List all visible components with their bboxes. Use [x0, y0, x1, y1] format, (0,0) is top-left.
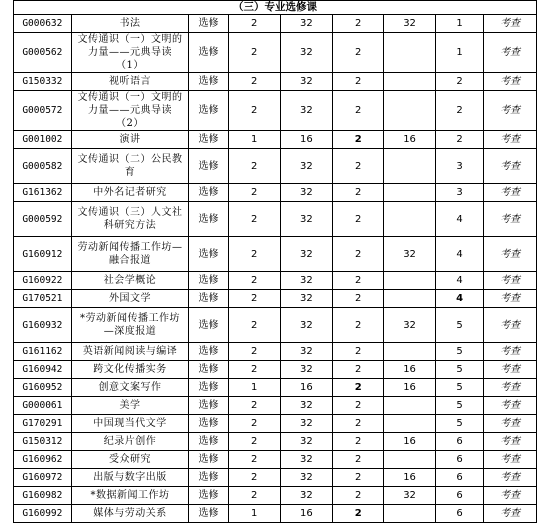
semester: 4 — [435, 272, 483, 290]
course-code: G000592 — [14, 202, 72, 237]
course-code: G160932 — [14, 308, 72, 343]
course-name: 文传通识（二）公民教育 — [71, 149, 189, 184]
semester: 6 — [435, 469, 483, 487]
assessment-method: 考查 — [484, 415, 537, 433]
assessment-method: 考查 — [484, 15, 537, 33]
course-type: 选修 — [189, 202, 228, 237]
course-code: G160962 — [14, 451, 72, 469]
table-row — [14, 487, 537, 505]
course-name: 受众研究 — [71, 451, 189, 469]
table-row — [14, 505, 537, 523]
course-code: G000061 — [14, 397, 72, 415]
practice-hours: 32 — [384, 487, 436, 505]
course-type: 选修 — [189, 487, 228, 505]
semester: 2 — [435, 131, 483, 149]
course-type: 选修 — [189, 73, 228, 91]
weekly-hours: 2 — [333, 91, 384, 131]
total-hours: 32 — [280, 237, 333, 272]
weekly-hours: 2 — [333, 272, 384, 290]
total-hours: 32 — [280, 415, 333, 433]
table-row — [14, 91, 537, 131]
semester: 5 — [435, 361, 483, 379]
course-name: 中国现当代文学 — [71, 415, 189, 433]
total-hours: 32 — [280, 433, 333, 451]
course-name: 书法 — [71, 15, 189, 33]
assessment-method: 考查 — [484, 361, 537, 379]
weekly-hours: 2 — [333, 343, 384, 361]
total-hours: 32 — [280, 91, 333, 131]
table-row — [14, 237, 537, 272]
assessment-method: 考查 — [484, 505, 537, 523]
credit: 1 — [228, 505, 280, 523]
weekly-hours: 2 — [333, 237, 384, 272]
total-hours: 32 — [280, 33, 333, 73]
credit: 2 — [228, 202, 280, 237]
table-row — [14, 184, 537, 202]
practice-hours: 32 — [384, 308, 436, 343]
practice-hours: 16 — [384, 361, 436, 379]
credit: 2 — [228, 343, 280, 361]
course-type: 选修 — [189, 433, 228, 451]
table-row — [14, 415, 537, 433]
weekly-hours: 2 — [333, 415, 384, 433]
credit: 2 — [228, 397, 280, 415]
semester: 5 — [435, 379, 483, 397]
assessment-method: 考查 — [484, 290, 537, 308]
course-code: G161362 — [14, 184, 72, 202]
practice-hours — [384, 91, 436, 131]
course-name: 跨文化传播实务 — [71, 361, 189, 379]
course-name: 创意文案写作 — [71, 379, 189, 397]
total-hours: 32 — [280, 469, 333, 487]
credit: 2 — [228, 361, 280, 379]
assessment-method: 考查 — [484, 308, 537, 343]
course-type: 选修 — [189, 15, 228, 33]
course-code: G170291 — [14, 415, 72, 433]
course-code: G000562 — [14, 33, 72, 73]
total-hours: 16 — [280, 505, 333, 523]
course-code: G160982 — [14, 487, 72, 505]
total-hours: 16 — [280, 131, 333, 149]
total-hours: 32 — [280, 73, 333, 91]
course-name: 出版与数字出版 — [71, 469, 189, 487]
section-title: （三）专业选修课 — [14, 1, 537, 15]
credit: 2 — [228, 290, 280, 308]
course-code: G160912 — [14, 237, 72, 272]
weekly-hours: 2 — [333, 379, 384, 397]
course-type: 选修 — [189, 397, 228, 415]
course-name: 媒体与劳动关系 — [71, 505, 189, 523]
practice-hours: 16 — [384, 433, 436, 451]
course-code: G150332 — [14, 73, 72, 91]
course-name: 视听语言 — [71, 73, 189, 91]
assessment-method: 考查 — [484, 33, 537, 73]
semester: 5 — [435, 343, 483, 361]
assessment-method: 考查 — [484, 272, 537, 290]
semester: 3 — [435, 184, 483, 202]
course-type: 选修 — [189, 149, 228, 184]
weekly-hours: 2 — [333, 15, 384, 33]
table-row — [14, 33, 537, 73]
weekly-hours: 2 — [333, 361, 384, 379]
course-code: G160992 — [14, 505, 72, 523]
practice-hours — [384, 290, 436, 308]
weekly-hours: 2 — [333, 202, 384, 237]
course-name: 中外名记者研究 — [71, 184, 189, 202]
practice-hours: 32 — [384, 237, 436, 272]
practice-hours — [384, 202, 436, 237]
course-type: 选修 — [189, 379, 228, 397]
course-code: G161162 — [14, 343, 72, 361]
assessment-method: 考查 — [484, 379, 537, 397]
course-name: 美学 — [71, 397, 189, 415]
section-title-row — [14, 1, 537, 15]
total-hours: 32 — [280, 15, 333, 33]
credit: 2 — [228, 272, 280, 290]
elective-course-table — [13, 0, 537, 523]
practice-hours — [384, 184, 436, 202]
practice-hours — [384, 149, 436, 184]
semester: 5 — [435, 397, 483, 415]
course-name: *数据新闻工作坊 — [71, 487, 189, 505]
course-type: 选修 — [189, 415, 228, 433]
table-row — [14, 433, 537, 451]
credit: 1 — [228, 131, 280, 149]
table-row — [14, 397, 537, 415]
course-name: *劳动新闻传播工作坊—深度报道 — [71, 308, 189, 343]
course-name: 英语新闻阅读与编译 — [71, 343, 189, 361]
semester: 2 — [435, 73, 483, 91]
practice-hours: 16 — [384, 131, 436, 149]
weekly-hours: 2 — [333, 308, 384, 343]
practice-hours — [384, 415, 436, 433]
weekly-hours: 2 — [333, 33, 384, 73]
credit: 2 — [228, 469, 280, 487]
weekly-hours: 2 — [333, 433, 384, 451]
course-name: 演讲 — [71, 131, 189, 149]
semester: 5 — [435, 308, 483, 343]
total-hours: 32 — [280, 184, 333, 202]
total-hours: 32 — [280, 397, 333, 415]
course-type: 选修 — [189, 308, 228, 343]
table-row — [14, 73, 537, 91]
course-type: 选修 — [189, 33, 228, 73]
total-hours: 32 — [280, 487, 333, 505]
semester: 6 — [435, 505, 483, 523]
course-name: 外国文学 — [71, 290, 189, 308]
course-code: G160952 — [14, 379, 72, 397]
weekly-hours: 2 — [333, 505, 384, 523]
course-code: G150312 — [14, 433, 72, 451]
assessment-method: 考查 — [484, 149, 537, 184]
credit: 2 — [228, 15, 280, 33]
total-hours: 32 — [280, 361, 333, 379]
semester: 1 — [435, 15, 483, 33]
course-code: G160922 — [14, 272, 72, 290]
assessment-method: 考查 — [484, 343, 537, 361]
course-type: 选修 — [189, 361, 228, 379]
course-type: 选修 — [189, 290, 228, 308]
table-row — [14, 343, 537, 361]
total-hours: 32 — [280, 343, 333, 361]
practice-hours: 16 — [384, 379, 436, 397]
semester: 1 — [435, 33, 483, 73]
semester: 6 — [435, 433, 483, 451]
weekly-hours: 2 — [333, 487, 384, 505]
credit: 2 — [228, 149, 280, 184]
course-code: G001002 — [14, 131, 72, 149]
course-name: 文传通识（三）人文社科研究方法 — [71, 202, 189, 237]
total-hours: 32 — [280, 149, 333, 184]
course-name: 社会学概论 — [71, 272, 189, 290]
assessment-method: 考查 — [484, 73, 537, 91]
semester: 4 — [435, 290, 483, 308]
semester: 6 — [435, 451, 483, 469]
table-row — [14, 308, 537, 343]
total-hours: 32 — [280, 308, 333, 343]
course-name: 纪录片创作 — [71, 433, 189, 451]
course-name: 文传通识（一）文明的力量——元典导读（2） — [71, 91, 189, 131]
credit: 2 — [228, 184, 280, 202]
weekly-hours: 2 — [333, 451, 384, 469]
practice-hours — [384, 33, 436, 73]
course-name: 文传通识（一）文明的力量——元典导读（1） — [71, 33, 189, 73]
semester: 5 — [435, 415, 483, 433]
table-row — [14, 379, 537, 397]
assessment-method: 考查 — [484, 487, 537, 505]
assessment-method: 考查 — [484, 131, 537, 149]
course-type: 选修 — [189, 343, 228, 361]
practice-hours — [384, 505, 436, 523]
table-row — [14, 149, 537, 184]
course-type: 选修 — [189, 469, 228, 487]
credit: 2 — [228, 237, 280, 272]
credit: 2 — [228, 91, 280, 131]
credit: 2 — [228, 308, 280, 343]
assessment-method: 考查 — [484, 451, 537, 469]
course-code: G160942 — [14, 361, 72, 379]
course-code: G000582 — [14, 149, 72, 184]
assessment-method: 考查 — [484, 433, 537, 451]
assessment-method: 考查 — [484, 397, 537, 415]
practice-hours: 32 — [384, 15, 436, 33]
practice-hours — [384, 73, 436, 91]
table-row — [14, 202, 537, 237]
table-row — [14, 131, 537, 149]
weekly-hours: 2 — [333, 290, 384, 308]
course-name: 劳动新闻传播工作坊—融合报道 — [71, 237, 189, 272]
credit: 1 — [228, 379, 280, 397]
course-type: 选修 — [189, 505, 228, 523]
semester: 6 — [435, 487, 483, 505]
course-code: G000572 — [14, 91, 72, 131]
table-row — [14, 361, 537, 379]
assessment-method: 考查 — [484, 184, 537, 202]
total-hours: 32 — [280, 202, 333, 237]
weekly-hours: 2 — [333, 73, 384, 91]
table-row — [14, 15, 537, 33]
assessment-method: 考查 — [484, 202, 537, 237]
total-hours: 16 — [280, 379, 333, 397]
table-row — [14, 272, 537, 290]
course-table-container — [13, 0, 537, 523]
credit: 2 — [228, 415, 280, 433]
total-hours: 32 — [280, 290, 333, 308]
credit: 2 — [228, 451, 280, 469]
course-type: 选修 — [189, 91, 228, 131]
weekly-hours: 2 — [333, 469, 384, 487]
assessment-method: 考查 — [484, 237, 537, 272]
course-type: 选修 — [189, 131, 228, 149]
credit: 2 — [228, 433, 280, 451]
assessment-method: 考查 — [484, 91, 537, 131]
weekly-hours: 2 — [333, 184, 384, 202]
practice-hours — [384, 397, 436, 415]
table-row — [14, 469, 537, 487]
table-row — [14, 290, 537, 308]
course-type: 选修 — [189, 237, 228, 272]
total-hours: 32 — [280, 272, 333, 290]
course-type: 选修 — [189, 184, 228, 202]
course-type: 选修 — [189, 451, 228, 469]
credit: 2 — [228, 73, 280, 91]
total-hours: 32 — [280, 451, 333, 469]
credit: 2 — [228, 487, 280, 505]
course-type: 选修 — [189, 272, 228, 290]
assessment-method: 考查 — [484, 469, 537, 487]
semester: 2 — [435, 91, 483, 131]
course-code: G000632 — [14, 15, 72, 33]
semester: 4 — [435, 237, 483, 272]
weekly-hours: 2 — [333, 397, 384, 415]
practice-hours — [384, 451, 436, 469]
practice-hours — [384, 272, 436, 290]
semester: 4 — [435, 202, 483, 237]
weekly-hours: 2 — [333, 131, 384, 149]
weekly-hours: 2 — [333, 149, 384, 184]
course-code: G170521 — [14, 290, 72, 308]
credit: 2 — [228, 33, 280, 73]
course-code: G160972 — [14, 469, 72, 487]
practice-hours: 16 — [384, 469, 436, 487]
practice-hours — [384, 343, 436, 361]
table-row — [14, 451, 537, 469]
semester: 3 — [435, 149, 483, 184]
